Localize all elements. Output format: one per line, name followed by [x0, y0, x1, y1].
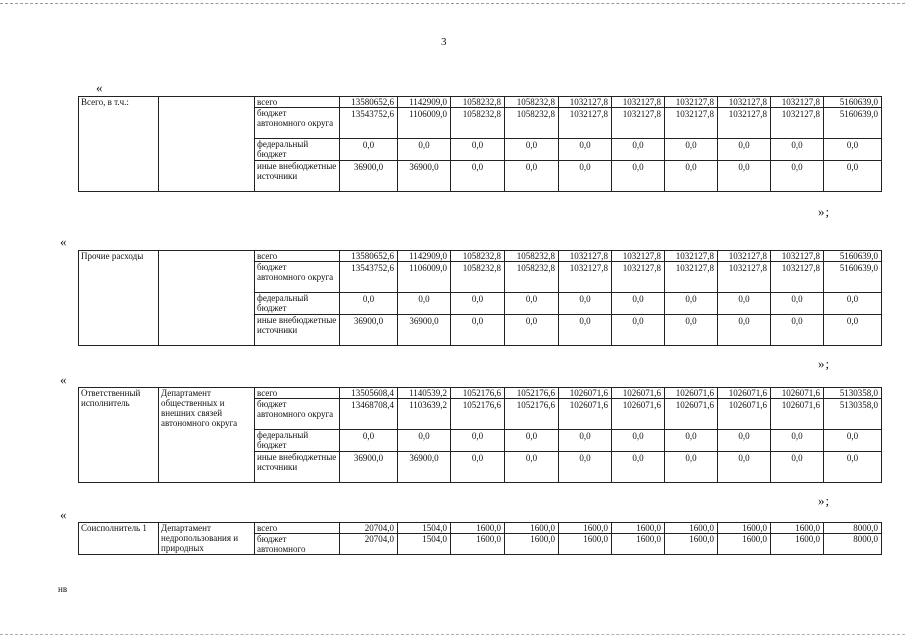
executor-cell — [159, 251, 255, 346]
source-cell: иные внебюджетные источники — [255, 452, 340, 483]
value-cell: 13580652,6 — [340, 97, 398, 108]
source-cell: федеральный бюджет — [255, 430, 340, 452]
value-cell: 36900,0 — [340, 452, 398, 483]
value-cell: 1032127,8 — [718, 97, 771, 108]
value-cell: 0,0 — [505, 161, 559, 192]
scan-edge-top — [0, 3, 905, 4]
value-cell: 1032127,8 — [559, 97, 612, 108]
value-cell: 1052176,6 — [505, 388, 559, 399]
value-cell: 1026071,6 — [771, 399, 824, 430]
value-cell: 1600,0 — [718, 534, 771, 555]
value-cell: 0,0 — [451, 452, 505, 483]
value-cell: 1058232,8 — [451, 262, 505, 293]
value-cell: 1052176,6 — [505, 399, 559, 430]
value-cell: 1026071,6 — [612, 399, 665, 430]
value-cell: 1504,0 — [398, 523, 451, 534]
row-label: Всего, в т.ч.: — [79, 97, 159, 192]
value-cell: 1052176,6 — [451, 399, 505, 430]
value-cell: 0,0 — [559, 161, 612, 192]
value-cell: 1052176,6 — [451, 388, 505, 399]
source-cell: всего — [255, 97, 340, 108]
value-cell: 0,0 — [665, 452, 718, 483]
value-cell: 1032127,8 — [559, 108, 612, 139]
value-cell: 1600,0 — [451, 534, 505, 555]
value-cell: 1058232,8 — [505, 251, 559, 262]
value-cell: 1106009,0 — [398, 108, 451, 139]
value-cell: 1032127,8 — [718, 262, 771, 293]
value-cell: 1600,0 — [451, 523, 505, 534]
value-cell: 1032127,8 — [665, 251, 718, 262]
value-cell: 20704,0 — [340, 523, 398, 534]
page-number: 3 — [441, 36, 447, 48]
value-cell: 1026071,6 — [559, 388, 612, 399]
open-quote: « — [60, 234, 67, 249]
value-cell: 0,0 — [612, 452, 665, 483]
value-cell: 0,0 — [451, 161, 505, 192]
budget-table-responsible — [78, 387, 882, 483]
value-cell: 1032127,8 — [665, 262, 718, 293]
value-cell: 0,0 — [718, 161, 771, 192]
value-cell: 0,0 — [665, 315, 718, 346]
value-cell: 0,0 — [398, 139, 451, 161]
source-cell: иные внебюджетные источники — [255, 161, 340, 192]
source-cell: бюджет автономного — [255, 534, 340, 555]
value-cell: 1106009,0 — [398, 262, 451, 293]
value-cell: 1032127,8 — [612, 262, 665, 293]
source-cell: всего — [255, 251, 340, 262]
value-cell: 1032127,8 — [771, 262, 824, 293]
value-cell: 13580652,6 — [340, 251, 398, 262]
close-quote: »; — [818, 356, 831, 371]
value-cell: 1058232,8 — [505, 108, 559, 139]
value-cell: 5160639,0 — [824, 97, 882, 108]
table-row — [79, 388, 882, 399]
value-cell: 0,0 — [451, 315, 505, 346]
value-cell: 0,0 — [824, 161, 882, 192]
value-cell: 1032127,8 — [771, 251, 824, 262]
value-cell: 1032127,8 — [718, 251, 771, 262]
value-cell: 0,0 — [559, 139, 612, 161]
source-cell: всего — [255, 388, 340, 399]
executor-cell: Департамент недропользования и природных — [159, 523, 255, 555]
value-cell: 1600,0 — [665, 523, 718, 534]
value-cell: 0,0 — [824, 430, 882, 452]
value-cell: 0,0 — [771, 293, 824, 315]
table-row — [79, 97, 882, 108]
value-cell: 0,0 — [612, 430, 665, 452]
row-label: Соисполнитель 1 — [79, 523, 159, 555]
value-cell: 1142909,0 — [398, 251, 451, 262]
value-cell: 1600,0 — [612, 534, 665, 555]
value-cell: 1032127,8 — [771, 97, 824, 108]
close-quote: »; — [818, 493, 831, 508]
value-cell: 5130358,0 — [824, 388, 882, 399]
value-cell: 0,0 — [718, 452, 771, 483]
value-cell: 5160639,0 — [824, 251, 882, 262]
value-cell: 1026071,6 — [665, 388, 718, 399]
value-cell: 0,0 — [451, 293, 505, 315]
value-cell: 0,0 — [340, 293, 398, 315]
value-cell: 1058232,8 — [505, 262, 559, 293]
value-cell: 1058232,8 — [451, 108, 505, 139]
value-cell: 0,0 — [718, 315, 771, 346]
value-cell: 1026071,6 — [665, 399, 718, 430]
value-cell: 0,0 — [505, 315, 559, 346]
value-cell: 0,0 — [771, 430, 824, 452]
value-cell: 0,0 — [612, 315, 665, 346]
value-cell: 1600,0 — [559, 534, 612, 555]
value-cell: 36900,0 — [398, 315, 451, 346]
value-cell: 1600,0 — [771, 534, 824, 555]
value-cell: 36900,0 — [398, 161, 451, 192]
value-cell: 0,0 — [559, 293, 612, 315]
source-cell: всего — [255, 523, 340, 534]
value-cell: 36900,0 — [340, 315, 398, 346]
source-cell: иные внебюджетные источники — [255, 315, 340, 346]
value-cell: 20704,0 — [340, 534, 398, 555]
value-cell: 1600,0 — [505, 534, 559, 555]
executor-cell — [159, 97, 255, 192]
value-cell: 0,0 — [505, 293, 559, 315]
value-cell: 0,0 — [340, 430, 398, 452]
value-cell: 0,0 — [824, 452, 882, 483]
value-cell: 0,0 — [340, 139, 398, 161]
value-cell: 0,0 — [824, 293, 882, 315]
value-cell: 0,0 — [505, 430, 559, 452]
open-quote: « — [96, 80, 103, 95]
value-cell: 13543752,6 — [340, 108, 398, 139]
footnote-initials: нв — [58, 584, 68, 594]
value-cell: 36900,0 — [340, 161, 398, 192]
value-cell: 0,0 — [771, 452, 824, 483]
budget-table-total — [78, 96, 882, 192]
value-cell: 0,0 — [612, 293, 665, 315]
scan-edge-bottom — [0, 634, 905, 635]
source-cell: бюджет автономного округа — [255, 108, 340, 139]
value-cell: 1103639,2 — [398, 399, 451, 430]
value-cell: 1600,0 — [612, 523, 665, 534]
value-cell: 1058232,8 — [451, 251, 505, 262]
table-row — [79, 251, 882, 262]
close-quote: »; — [818, 204, 831, 219]
source-cell: федеральный бюджет — [255, 293, 340, 315]
value-cell: 0,0 — [559, 452, 612, 483]
value-cell: 0,0 — [718, 139, 771, 161]
value-cell: 1032127,8 — [612, 251, 665, 262]
value-cell: 5160639,0 — [824, 108, 882, 139]
source-cell: бюджет автономного округа — [255, 399, 340, 430]
value-cell: 13468708,4 — [340, 399, 398, 430]
row-label: Прочие расходы — [79, 251, 159, 346]
value-cell: 5160639,0 — [824, 262, 882, 293]
value-cell: 0,0 — [612, 139, 665, 161]
value-cell: 1026071,6 — [718, 399, 771, 430]
value-cell: 1600,0 — [665, 534, 718, 555]
executor-cell: Департамент общественных и внешних связей автономного округа — [159, 388, 255, 483]
value-cell: 1032127,8 — [665, 108, 718, 139]
value-cell: 8000,0 — [824, 534, 882, 555]
value-cell: 1600,0 — [771, 523, 824, 534]
table-row — [79, 523, 882, 534]
open-quote: « — [60, 507, 67, 522]
source-cell: бюджет автономного округа — [255, 262, 340, 293]
value-cell: 0,0 — [398, 430, 451, 452]
value-cell: 0,0 — [718, 430, 771, 452]
value-cell: 1026071,6 — [612, 388, 665, 399]
row-label: Ответственный исполнитель — [79, 388, 159, 483]
value-cell: 0,0 — [612, 161, 665, 192]
value-cell: 1032127,8 — [771, 108, 824, 139]
value-cell: 0,0 — [559, 315, 612, 346]
value-cell: 1140539,2 — [398, 388, 451, 399]
value-cell: 8000,0 — [824, 523, 882, 534]
value-cell: 0,0 — [771, 315, 824, 346]
value-cell: 1058232,8 — [505, 97, 559, 108]
value-cell: 0,0 — [824, 315, 882, 346]
value-cell: 1032127,8 — [612, 108, 665, 139]
value-cell: 1504,0 — [398, 534, 451, 555]
value-cell: 0,0 — [718, 293, 771, 315]
value-cell: 0,0 — [505, 139, 559, 161]
value-cell: 1032127,8 — [718, 108, 771, 139]
value-cell: 1058232,8 — [451, 97, 505, 108]
value-cell: 0,0 — [824, 139, 882, 161]
value-cell: 0,0 — [771, 139, 824, 161]
value-cell: 0,0 — [559, 430, 612, 452]
value-cell: 0,0 — [451, 139, 505, 161]
value-cell: 1032127,8 — [559, 262, 612, 293]
value-cell: 1026071,6 — [771, 388, 824, 399]
value-cell: 13543752,6 — [340, 262, 398, 293]
value-cell: 1026071,6 — [559, 399, 612, 430]
budget-table-other — [78, 250, 882, 346]
value-cell: 0,0 — [771, 161, 824, 192]
value-cell: 1032127,8 — [612, 97, 665, 108]
value-cell: 0,0 — [451, 430, 505, 452]
value-cell: 1600,0 — [718, 523, 771, 534]
open-quote: « — [60, 372, 67, 387]
source-cell: федеральный бюджет — [255, 139, 340, 161]
value-cell: 13505608,4 — [340, 388, 398, 399]
value-cell: 36900,0 — [398, 452, 451, 483]
value-cell: 1032127,8 — [665, 97, 718, 108]
value-cell: 0,0 — [665, 139, 718, 161]
value-cell: 1032127,8 — [559, 251, 612, 262]
value-cell: 5130358,0 — [824, 399, 882, 430]
value-cell: 1026071,6 — [718, 388, 771, 399]
value-cell: 0,0 — [665, 293, 718, 315]
value-cell: 1600,0 — [559, 523, 612, 534]
value-cell: 0,0 — [665, 161, 718, 192]
value-cell: 0,0 — [398, 293, 451, 315]
budget-table-coexecutor — [78, 522, 882, 555]
value-cell: 0,0 — [505, 452, 559, 483]
value-cell: 1600,0 — [505, 523, 559, 534]
value-cell: 0,0 — [665, 430, 718, 452]
value-cell: 1142909,0 — [398, 97, 451, 108]
